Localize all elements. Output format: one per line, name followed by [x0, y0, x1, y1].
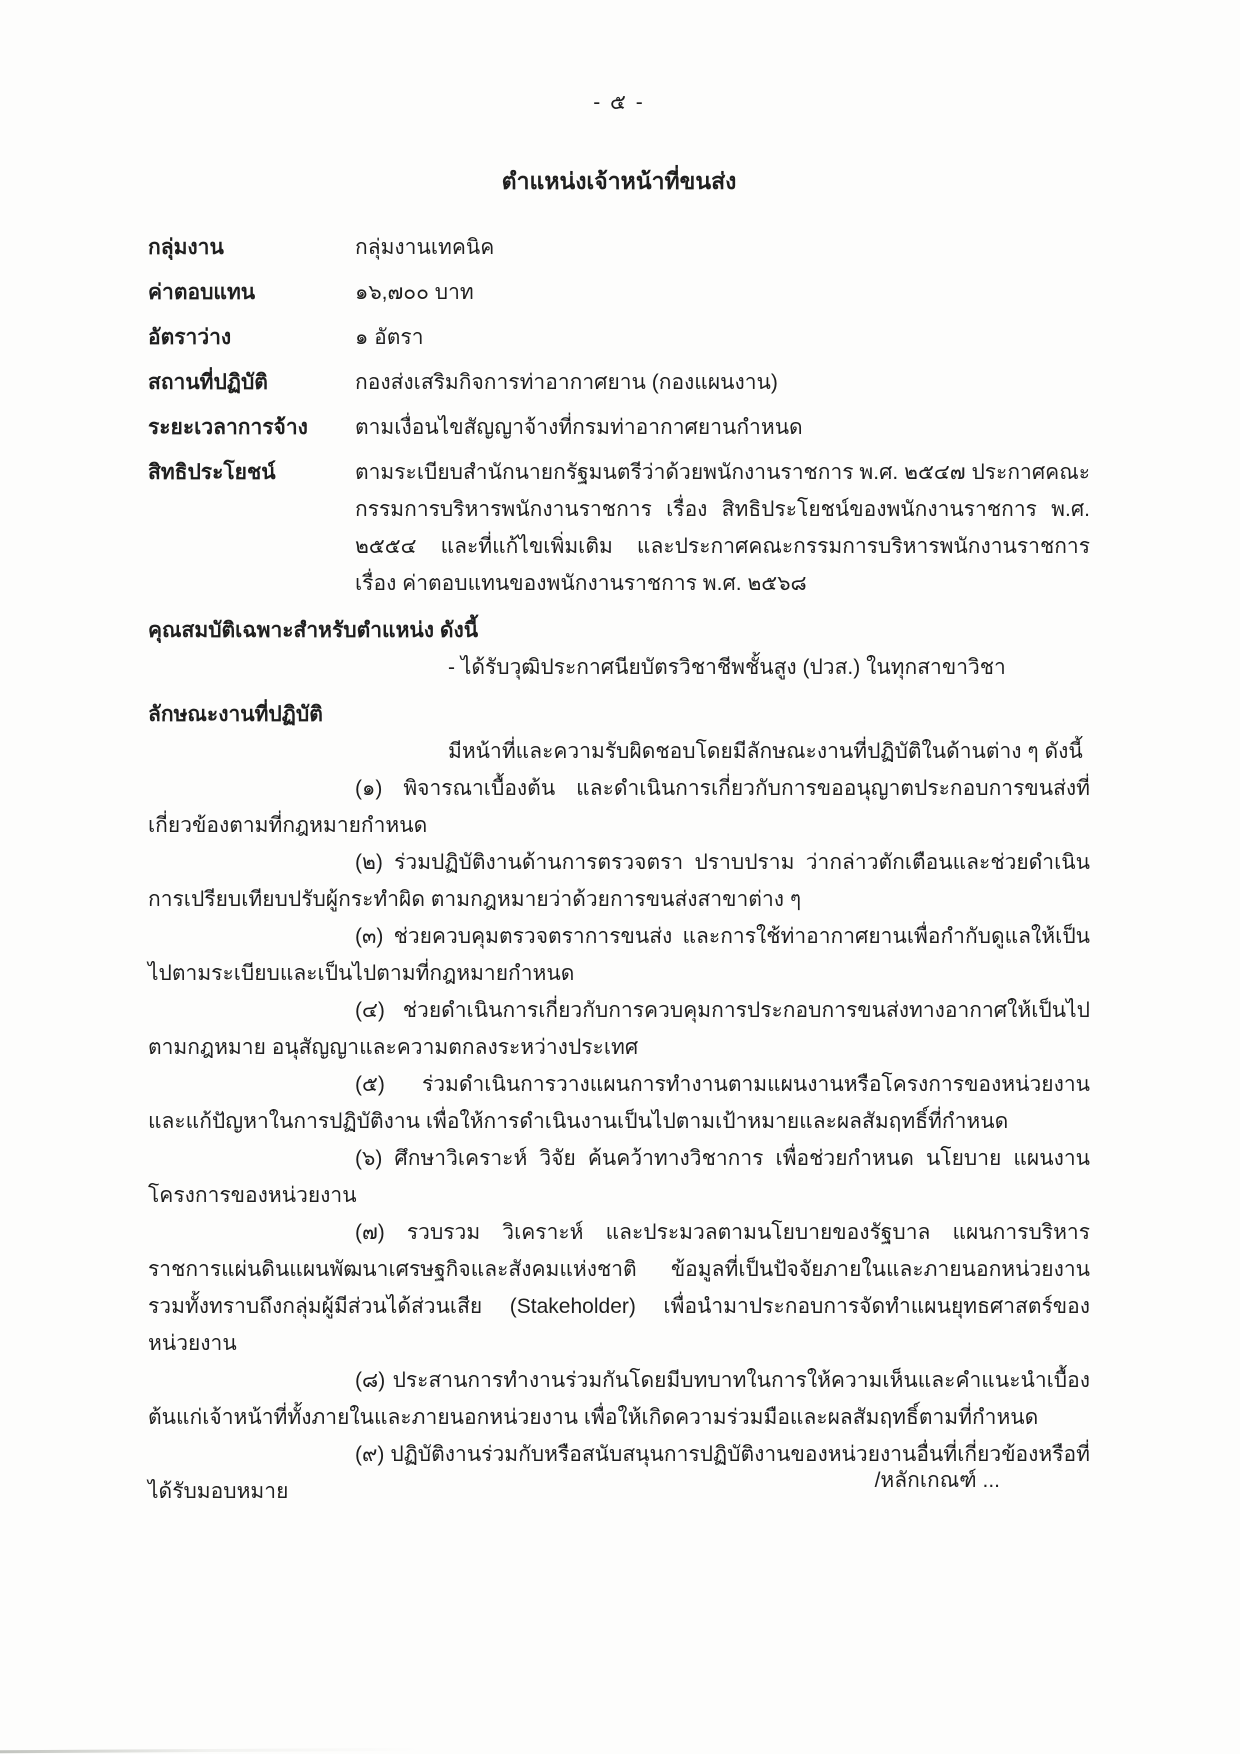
duty-item-8: (๘) ประสานการทำงานร่วมกันโดยมีบทบาทในการให้ความเห็นและคำแนะนำเบื้องต้นแก่เจ้าหน้าที่ทั้งภายในและภายนอกหน่วยงาน เพื่อให้เกิดความร่วมมือและผลสัมฤทธิ์ตามที่กำหนด — [148, 1369, 1090, 1429]
qualifications-heading: คุณสมบัติเฉพาะสำหรับตำแหน่ง ดังนี้ — [148, 619, 479, 642]
duty-item-2: (๒) ร่วมปฏิบัติงานด้านการตรวจตรา ปราบปราม ว่ากล่าวตักเตือนและช่วยดำเนินการเปรียบเทียบปรับผู้กระทำผิด ตามกฎหมายว่าด้วยการขนส่งสาขาต่าง ๆ — [148, 851, 1090, 911]
field-label: กลุ่มงาน — [148, 236, 224, 259]
duty-item-4: (๔) ช่วยดำเนินการเกี่ยวกับการควบคุมการประกอบการขนส่งทางอากาศให้เป็นไปตามกฎหมาย อนุสัญญาและความตกลงระหว่างประเทศ — [148, 999, 1090, 1059]
field-row-vacancies — [148, 319, 1090, 356]
scan-edge-artifact — [0, 1748, 420, 1754]
field-value: ตามระเบียบสำนักนายกรัฐมนตรีว่าด้วยพนักงานราชการ พ.ศ. ๒๕๔๗ ประกาศคณะกรรมการบริหารพนักงานราชการ เรื่อง สิทธิประโยชน์ของพนักงานราชการ พ.ศ. ๒๕๕๔ และที่แก้ไขเพิ่มเติม และประกาศคณะกรรมการบริหารพนักงานราชการ เรื่อง ค่าตอบแทนของพนักงานราชการ พ.ศ. ๒๕๖๘ — [355, 461, 1090, 595]
qualifications-section — [148, 612, 1090, 686]
duty-item-3: (๓) ช่วยควบคุมตรวจตราการขนส่ง และการใช้ท่าอากาศยานเพื่อกำกับดูแลให้เป็นไปตามระเบียบและเป็นไปตามที่กฎหมายกำหนด — [148, 925, 1090, 985]
duty-item-5: (๕) ร่วมดำเนินการวางแผนการทำงานตามแผนงานหรือโครงการของหน่วยงานและแก้ปัญหาในการปฏิบัติงาน เพื่อให้การดำเนินงานเป็นไปตามเป้าหมายและผลสัมฤทธิ์ที่กำหนด — [148, 1073, 1090, 1133]
field-label: สถานที่ปฏิบัติ — [148, 371, 268, 394]
field-label: อัตราว่าง — [148, 326, 232, 349]
field-label: ค่าตอบแทน — [148, 281, 256, 304]
field-row-benefits — [148, 454, 1090, 602]
continuation-note: /หลักเกณฑ์ ... — [874, 1469, 1000, 1492]
field-label: ระยะเวลาการจ้าง — [148, 416, 308, 439]
page-number: - ๕ - — [593, 91, 645, 114]
field-value: ๑ อัตรา — [355, 326, 424, 349]
duty-item-6: (๖) ศึกษาวิเคราะห์ วิจัย ค้นคว้าทางวิชาการ เพื่อช่วยกำหนด นโยบาย แผนงาน โครงการของหน่วยงาน — [148, 1147, 1090, 1207]
duty-item-9: (๙) ปฏิบัติงานร่วมกับหรือสนับสนุนการปฏิบัติงานของหน่วยงานอื่นที่เกี่ยวข้องหรือที่ได้รับมอบหมาย — [148, 1443, 1090, 1503]
document-title: ตำแหน่งเจ้าหน้าที่ขนส่ง — [501, 168, 737, 194]
field-row-employment-period — [148, 409, 1090, 446]
qualification-item: - ได้รับวุฒิประกาศนียบัตรวิชาชีพชั้นสูง (ปวส.) ในทุกสาขาวิชา — [448, 656, 1006, 679]
duties-heading: ลักษณะงานที่ปฏิบัติ — [148, 703, 323, 726]
duties-intro: มีหน้าที่และความรับผิดชอบโดยมีลักษณะงานที่ปฏิบัติในด้านต่าง ๆ ดังนี้ — [448, 740, 1083, 763]
field-row-workplace — [148, 364, 1090, 401]
duty-item-1: (๑) พิจารณาเบื้องต้น และดำเนินการเกี่ยวกับการขออนุญาตประกอบการขนส่งที่เกี่ยวข้องตามที่กฎหมายกำหนด — [148, 777, 1090, 837]
field-value: กองส่งเสริมกิจการท่าอากาศยาน (กองแผนงาน) — [355, 371, 778, 394]
field-value: ตามเงื่อนไขสัญญาจ้างที่กรมท่าอากาศยานกำหนด — [355, 416, 803, 439]
duty-item-7: (๗) รวบรวม วิเคราะห์ และประมวลตามนโยบายของรัฐบาล แผนการบริหารราชการแผ่นดินแผนพัฒนาเศรษฐกิจและสังคมแห่งชาติ ข้อมูลที่เป็นปัจจัยภายในและภายนอกหน่วยงาน รวมทั้งทราบถึงกลุ่มผู้มีส่วนได้ส่วนเสีย (Stakeholder) เพื่อนำมาประกอบการจัดทำแผนยุทธศาสตร์ของหน่วยงาน — [148, 1221, 1090, 1355]
position-details — [148, 229, 1090, 602]
duties-section — [148, 696, 1090, 1510]
field-value: ๑๖,๗๐๐ บาท — [355, 281, 474, 304]
field-row-compensation — [148, 274, 1090, 311]
field-value: กลุ่มงานเทคนิค — [355, 236, 495, 259]
field-row-work-group — [148, 229, 1090, 266]
field-label: สิทธิประโยชน์ — [148, 461, 276, 484]
